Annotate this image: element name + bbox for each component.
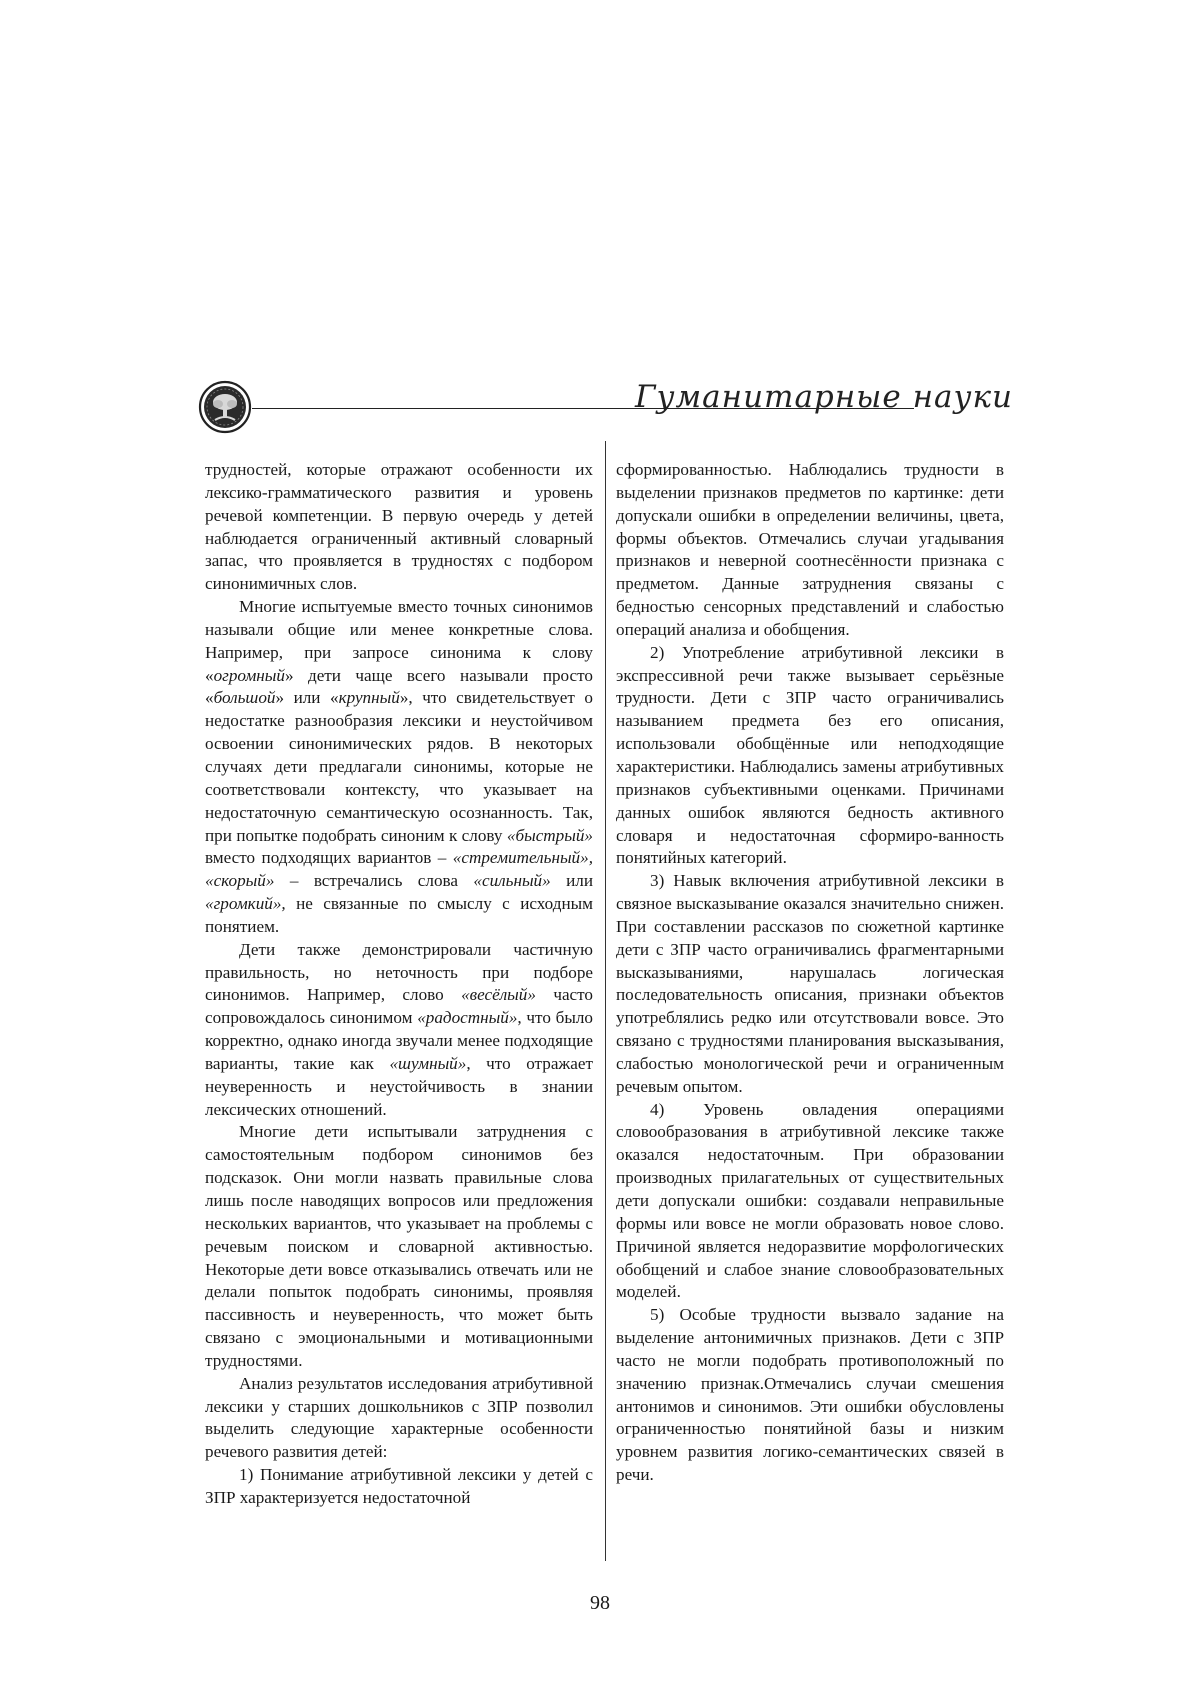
paragraph: Анализ результатов исследования атрибутивной лексики у старших дошкольников с ЗПР позволил выделить следующие характерные особенности речевого развития детей: bbox=[205, 1373, 593, 1462]
left-column bbox=[205, 459, 593, 1510]
paragraph: 1) Понимание атрибутивной лексики у детей с ЗПР характеризуется недостаточной bbox=[205, 1465, 593, 1507]
journal-tree-emblem-icon bbox=[198, 380, 252, 434]
paragraph: 4) Уровень овладения операциями словообразования в атрибутивной лексике также оказался недостаточным. При образовании производных прилагательных от существительных дети допускали ошибки: создавали неправильные формы или вовсе не могли образовать новое слово. Причиной является недоразвитие морфологических обобщений и слабое знание словообразовательных моделей. bbox=[616, 1099, 1004, 1302]
paragraph: 3) Навык включения атрибутивной лексики в связное высказывание оказался значительно снижен. При составлении рассказов по сюжетной картинке дети с ЗПР часто ограничивались фрагментарными высказываниями, нарушалась логическая последовательность описания, признаки объектов употреблялись редко или отсутствовали вовсе. Это связано с трудностями планирования высказывания, слабостью монологической речи и ограниченным речевым опытом. bbox=[616, 871, 1004, 1096]
page-number: 98 bbox=[590, 1592, 610, 1614]
paragraph: Многие дети испытывали затруднения с самостоятельным подбором синонимов без подсказок. Они могли назвать правильные слова лишь после наводящих вопросов или предложения нескольких вариантов, что указывает на проблемы с речевым поиском и словарной активностью. Некоторые дети вовсе отказывались отвечать или не делали попыток подобрать синонимы, проявляя пассивность и неуверенность, что может быть связано с эмоциональными и мотивационными трудностями. bbox=[205, 1122, 593, 1370]
right-column bbox=[616, 459, 1004, 1487]
running-header bbox=[198, 374, 1013, 434]
paragraph: Многие испытуемые вместо точных синонимов называли общие или менее конкретные слова. Например, при запросе синонима к слову «огромный» дети чаще всего называли просто «большой» или «крупный», что свидетельствует о недостатке разнообразия лексики и неустойчивом освоении синонимических рядов. В некоторых случаях дети предлагали синонимы, которые не соответствовали контексту, что указывает на недостаточную семантическую осознанность. Так, при попытке подобрать синоним к слову «быстрый» вместо подходящих вариантов – «стремительный», «скорый» – встречались слова «сильный» или «громкий», не связанные по смыслу с исходным понятием. bbox=[205, 597, 594, 936]
section-title: Гуманитарные науки bbox=[634, 379, 1013, 415]
column-divider bbox=[605, 441, 606, 1561]
paragraph: Дети также демонстрировали частичную правильность, но неточность при подборе синонимов. Например, слово «весёлый» часто сопровождалось синонимом «радостный», что было корректно, однако иногда звучали менее подходящие варианты, такие как «шумный», что отражает неуверенность и неустойчивость в знании лексических отношений. bbox=[205, 939, 593, 1119]
paragraph: 5) Особые трудности вызвало задание на выделение антонимичных признаков. Дети с ЗПР часто не могли подобрать противоположный по значению признак.Отмечались случаи смешения антонимов и синонимов. Эти ошибки обусловлены ограниченностью понятийной базы и низким уровнем развития логико-семантических связей в речи. bbox=[616, 1305, 1004, 1485]
paragraph: сформированностью. Наблюдались трудности в выделении признаков предметов по картинке: дети допускали ошибки в определении величины, цвета, формы объектов. Отмечались случаи угадывания признаков и неверной соотнесённости признака с предметом. Данные затруднения связаны с бедностью сенсорных представлений и слабостью операций анализа и обобщения. bbox=[616, 460, 1004, 639]
paragraph: 2) Употребление атрибутивной лексики в экспрессивной речи также вызывает серьёзные трудности. Дети с ЗПР часто ограничивались называнием предмета без его описания, использовали обобщённые или неподходящие характеристики. Наблюдались замены атрибутивных признаков субъективными оценками. Причинами данных ошибок являются бедность активного словаря и недостаточная сформиро-ванность понятийных категорий. bbox=[616, 642, 1004, 868]
paragraph: трудностей, которые отражают особенности их лексико-грамматического развития и уровень речевой компетенции. В первую очередь у детей наблюдается ограниченный активный словарный запас, что проявляется в трудностях с подбором синонимичных слов. bbox=[205, 460, 593, 594]
